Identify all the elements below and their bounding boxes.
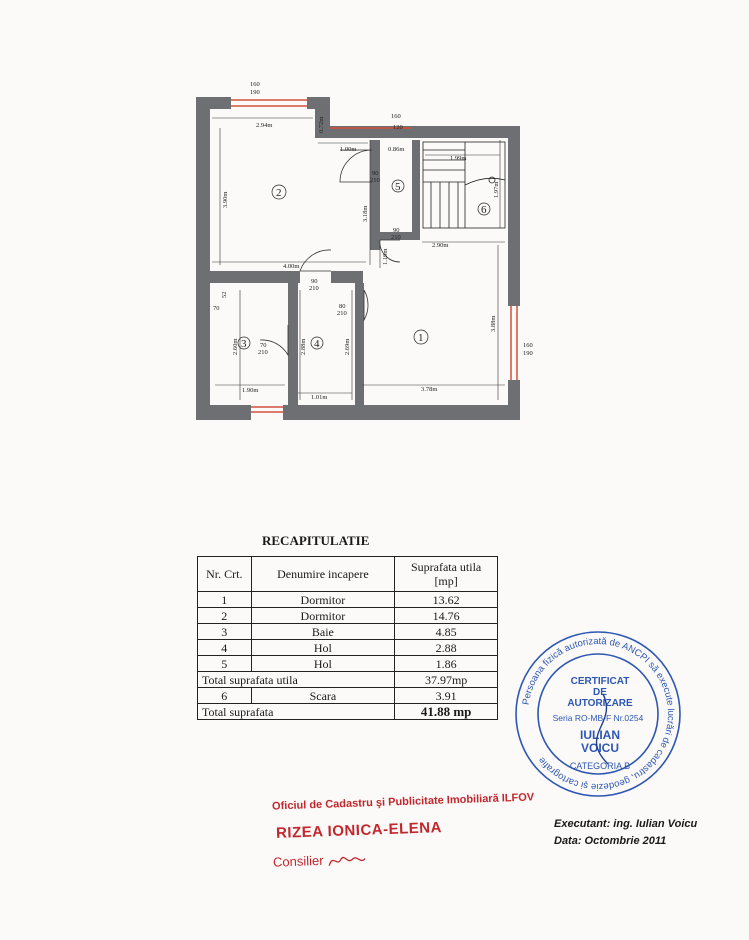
stamp-role: Consilier [273, 851, 368, 871]
door-label-d: 80 [339, 303, 346, 310]
cell-surface: 1.86 [395, 656, 498, 672]
door-label-c: 90 [311, 278, 318, 285]
total-label: Total suprafata [198, 704, 395, 720]
stamp-signature [327, 852, 368, 869]
dim-52: 52 [221, 291, 228, 298]
total-row [198, 704, 498, 720]
col-nr: Nr. Crt. [198, 557, 252, 592]
cell-nr: 5 [198, 656, 252, 672]
dim-197: 1.97m [493, 181, 500, 198]
table-header [198, 557, 498, 592]
seal-l1: CERTIFICAT [570, 676, 630, 687]
table-row [198, 592, 498, 608]
dim-294: 2.94m [256, 122, 273, 129]
certification-seal [508, 624, 688, 804]
dim-290: 2.90m [432, 242, 449, 249]
table-row [198, 688, 498, 704]
cell-nr: 3 [198, 624, 252, 640]
dim-318: 3.18m [362, 205, 369, 222]
room-4: 4 [314, 338, 320, 350]
executant-block [554, 816, 697, 850]
table-row [198, 656, 498, 672]
dim-269: 2.69m [344, 338, 351, 355]
wall-int-v1 [288, 283, 298, 408]
svg-text:210: 210 [309, 285, 319, 292]
dim-window-stair-b: 120 [393, 124, 403, 131]
cell-name: Hol [251, 640, 395, 656]
dim-199: 1.99m [450, 155, 467, 162]
dim-388: 3.88m [490, 315, 497, 332]
wall-top-left [196, 97, 231, 109]
table-row [198, 640, 498, 656]
seal-ring-text: Persoana fizică autorizată de ANCPI să execute lucrări de cadastru, geodezie şi cartografie [520, 635, 677, 793]
recap-table [197, 556, 498, 720]
seal-l7: CATEGORIA B [569, 761, 631, 771]
dim-072: 0.72m [318, 116, 325, 133]
door-label-a: 90 [372, 170, 379, 177]
dim-window-stair-a: 160 [391, 113, 401, 120]
dim-100: 1.00m [340, 146, 357, 153]
dim-window-top-b: 190 [250, 89, 260, 96]
table-row [198, 624, 498, 640]
total-util-value: 37.97mp [395, 672, 498, 688]
wall-bottom-right [283, 405, 520, 420]
dim-086: 0.86m [388, 146, 405, 153]
svg-text:210: 210 [258, 349, 268, 356]
dim-288: 2.88m [300, 338, 307, 355]
dim-70: 70 [213, 305, 220, 312]
cell-name: Hol [251, 656, 395, 672]
seal-l3: AUTORIZARE [567, 698, 633, 709]
room-3: 3 [241, 338, 247, 350]
col-surface: Suprafata utila [mp] [395, 557, 498, 592]
cell-nr: 4 [198, 640, 252, 656]
seal-l2: DE [593, 687, 607, 698]
cell-surface: 3.91 [395, 688, 498, 704]
dim-119: 1.19m [382, 248, 389, 265]
total-util-row [198, 672, 498, 688]
room-5: 5 [395, 181, 401, 193]
wall-bottom-left [196, 405, 251, 420]
table-row [198, 608, 498, 624]
room-6: 6 [481, 204, 487, 216]
cell-surface: 2.88 [395, 640, 498, 656]
door-label-b: 90 [393, 227, 400, 234]
cell-name: Dormitor [251, 592, 395, 608]
walls [196, 97, 520, 420]
wall-right-upper [508, 126, 520, 306]
dim-390: 3.90m [222, 191, 229, 208]
cell-nr: 2 [198, 608, 252, 624]
cell-surface: 14.76 [395, 608, 498, 624]
office-stamp: Oficiul de Cadastru şi Publicitate Imobiliară ILFOV [271, 791, 535, 813]
room-2: 2 [276, 187, 282, 199]
dim-window-top-a: 160 [250, 81, 260, 88]
svg-text:210: 210 [391, 234, 401, 241]
wall-int-h1 [196, 271, 300, 283]
wall-int-v2 [355, 283, 364, 408]
dim-190: 1.90m [242, 387, 259, 394]
cell-surface: 4.85 [395, 624, 498, 640]
dim-window-right-a: 160 [523, 342, 533, 349]
seal-l5: IULIAN [580, 728, 620, 742]
dim-101: 1.01m [311, 394, 328, 401]
dim-window-right-b: 190 [523, 350, 533, 357]
svg-text:210: 210 [337, 310, 347, 317]
dim-400: 4.00m [283, 263, 300, 270]
recap-title: RECAPITULATIE [262, 533, 370, 548]
dim-378: 3.78m [421, 386, 438, 393]
cell-name: Dormitor [251, 608, 395, 624]
total-util-label: Total suprafata utila [198, 672, 395, 688]
dim-260: 2.60m [232, 338, 239, 355]
cell-surface: 13.62 [395, 592, 498, 608]
cell-nr: 1 [198, 592, 252, 608]
door-label-e: 70 [260, 342, 267, 349]
room-1: 1 [418, 332, 424, 344]
col-name: Denumire incapere [251, 557, 395, 592]
cell-name: Scara [251, 688, 395, 704]
seal-l4: Seria RO-MB-F Nr.0254 [552, 713, 644, 723]
wall-stair-top [423, 126, 519, 138]
cell-nr: 6 [198, 688, 252, 704]
svg-text:210: 210 [370, 177, 380, 184]
executant-line: Executant: ing. Iulian Voicu [554, 818, 698, 830]
total-value: 41.88 mp [395, 704, 498, 720]
stamp-name: RIZEA IONICA-ELENA [275, 819, 443, 842]
cell-name: Baie [251, 624, 395, 640]
wall-left [196, 97, 210, 420]
seal-l6: VOICU [580, 741, 620, 755]
date-line: Data: Octombrie 2011 [554, 835, 667, 847]
